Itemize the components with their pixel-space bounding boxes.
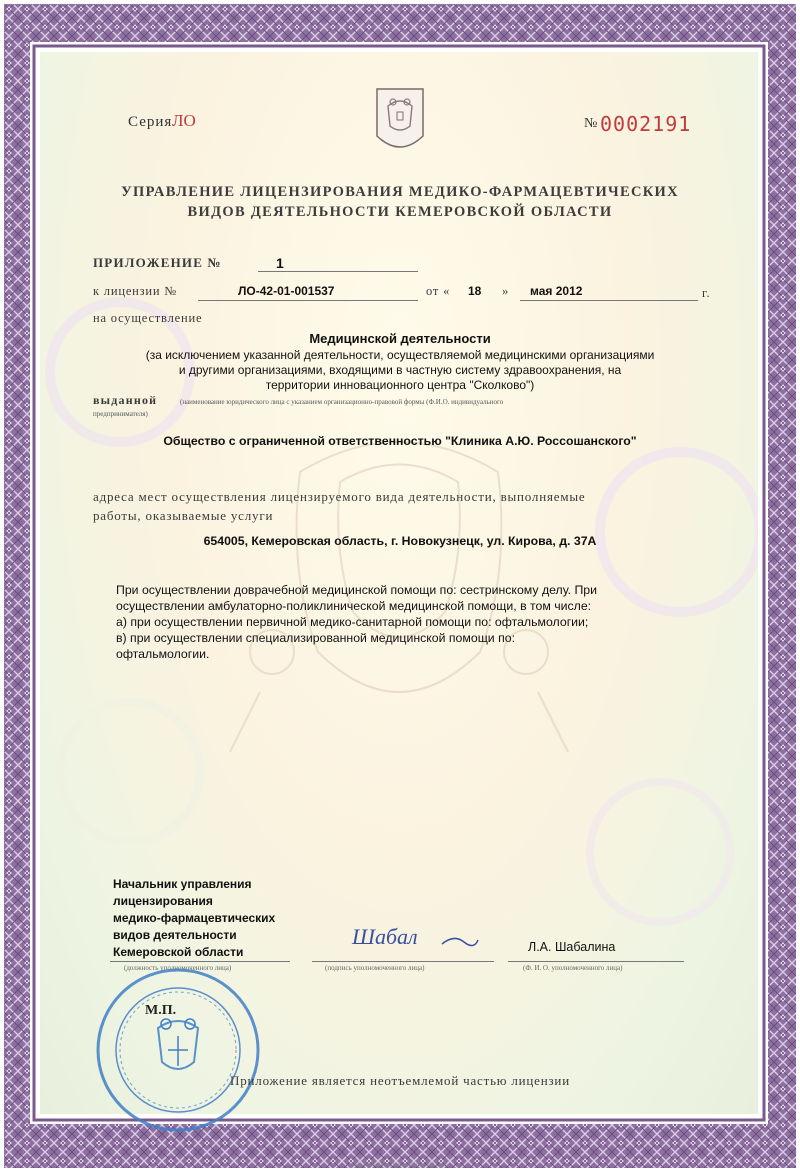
license-day-close: » [502,284,510,298]
position-caption: (должность уполномоченного лица) [124,964,232,972]
issued-label: выданной [93,393,158,407]
organization-name: Общество с ограниченной ответственностью "Клиника А.Ю. Россошанского" [163,434,637,448]
signature-flourish [440,930,480,950]
number-label: № [584,116,598,131]
authority-title-line1: УПРАВЛЕНИЕ ЛИЦЕНЗИРОВАНИЯ МЕДИКО-ФАРМАЦЕВТИЧЕСКИХ [121,184,679,200]
official-stamp [94,966,262,1134]
works-line2: осуществлении амбулаторно-поликлинической медицинской помощи, в том числе: [116,599,592,613]
stamp-place-mark: М.П. [145,1003,177,1018]
appendix-label: ПРИЛОЖЕНИЕ № [93,255,222,270]
works-line5: офтальмологии. [116,647,210,661]
license-label: к лицензии № [93,284,178,298]
printer-imprint: ЗАО «СИБИРО», Новосибирск, 2012, «Б» [350,1162,450,1168]
signatory-name: Л.А. Шабалина [528,940,616,954]
position-line5: Кемеровской области [113,945,244,959]
activity-title: Медицинской деятельности [309,331,491,346]
address-label-line2: работы, оказываемые услуги [93,508,274,523]
issued-hint-line2: предпринимателя) [93,410,148,418]
name-underline [508,961,684,962]
series-value: ЛО [172,111,196,130]
position-underline [110,961,290,962]
address-label-line1: адреса мест осуществления лицензируемого вида деятельности, выполняемые [93,489,586,504]
authority-title-line2: ВИДОВ ДЕЯТЕЛЬНОСТИ КЕМЕРОВСКОЙ ОБЛАСТИ [187,204,613,220]
activity-label: на осуществление [93,311,203,325]
activity-note-line1: (за исключением указанной деятельности, осуществляемой медицинскими организациями [145,348,655,362]
position-line1: Начальник управления [113,877,252,891]
appendix-underline [258,271,418,272]
license-year-suffix: г. [702,286,711,300]
position-line2: лицензирования [113,894,213,908]
appendix-number: 1 [276,255,284,271]
works-line4: в) при осуществлении специализированной медицинской помощи по: [116,631,516,645]
issued-hint-line1: (наименование юридического лица с указанием организационно-правовой формы (Ф.И.О. индивидуального [180,398,504,406]
license-number: ЛО-42-01-001537 [238,284,335,298]
license-date-underline [520,300,698,301]
works-line3: а) при осуществлении первичной медико-санитарной помощи по: офтальмологии; [116,615,589,629]
license-day: 18 [468,284,482,298]
position-line4: видов деятельности [113,928,237,942]
coat-of-arms-icon [374,86,426,156]
name-caption: (Ф. И. О. уполномоченного лица) [523,964,623,972]
license-month-year: мая 2012 [530,284,583,298]
series-label: Серия [128,114,173,130]
activity-note-line2: и другими организациями, входящими в частную систему здравоохранения, на [178,363,622,377]
signature-underline [312,961,494,962]
address-value: 654005, Кемеровская область, г. Новокузнецк, ул. Кирова, д. 37А [203,534,597,548]
footer-note: Приложение является неотъемлемой частью лицензии [230,1073,570,1088]
signature-caption: (подпись уполномоченного лица) [325,964,425,972]
position-line3: медико-фармацевтических [113,911,276,925]
license-number-underline [198,300,418,301]
handwritten-signature: Шабал [352,924,418,949]
works-line1: При осуществлении доврачебной медицинской помощи по: сестринскому делу. При [116,583,598,597]
activity-note-line3: территории инновационного центра "Сколково") [265,378,535,392]
license-from-label: от « [426,284,451,298]
number-value: 0002191 [600,112,692,136]
